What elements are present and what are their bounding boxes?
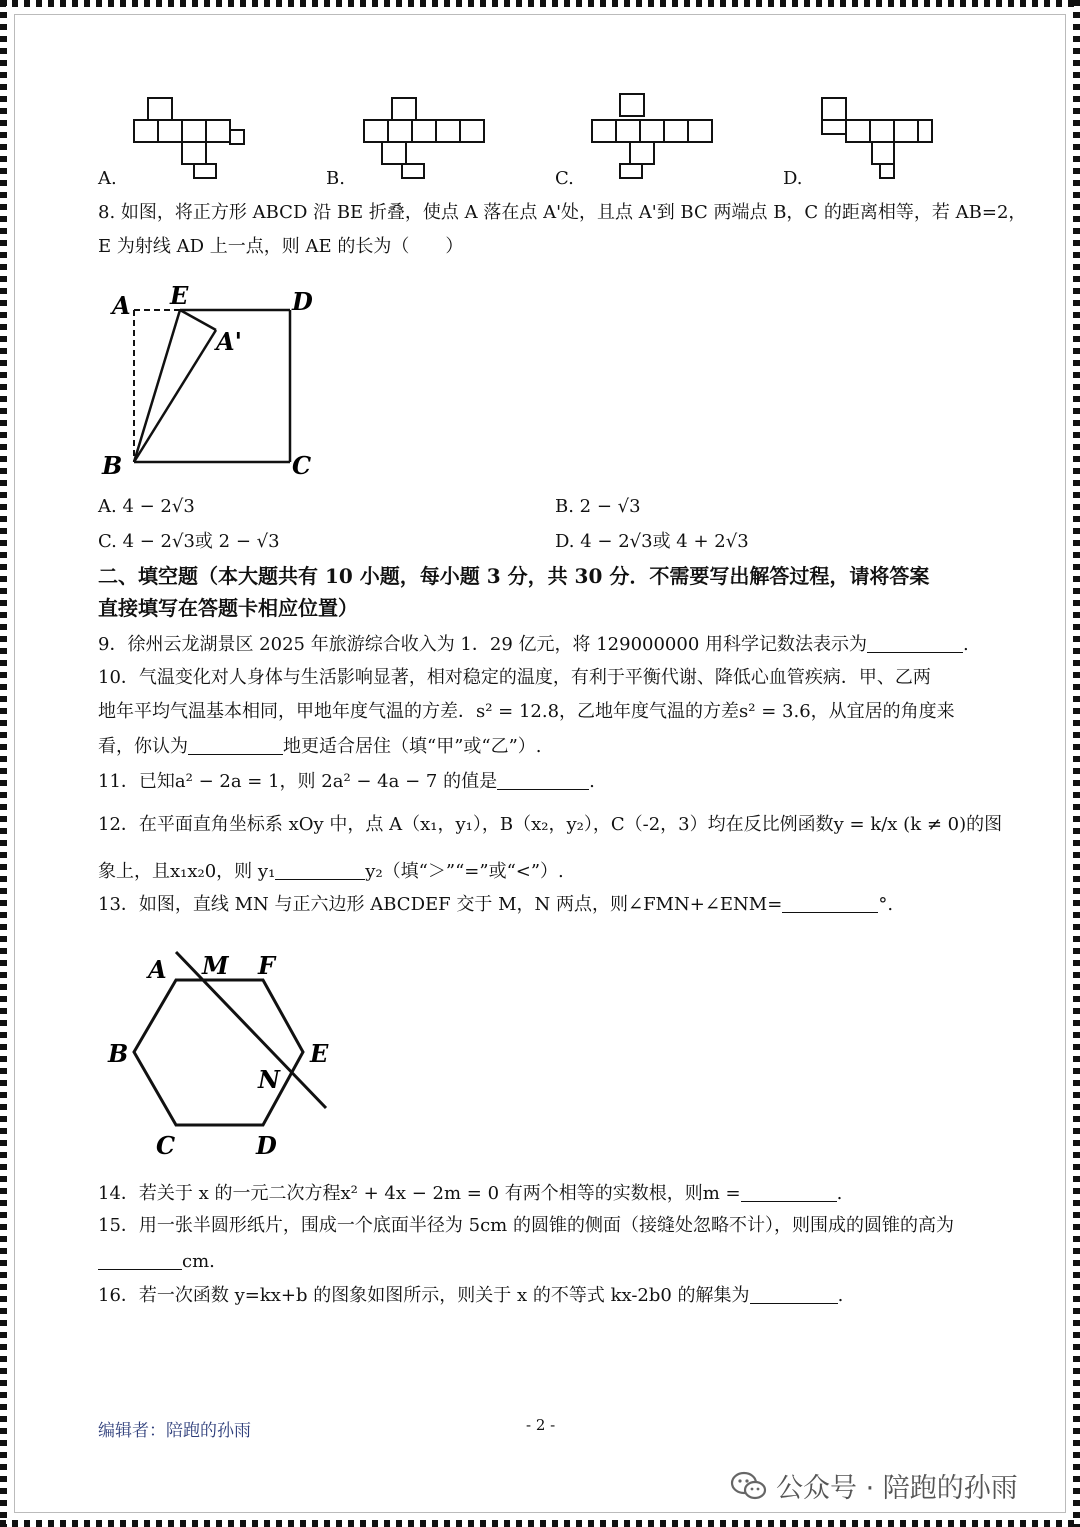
q13-text-post: °. bbox=[878, 894, 894, 915]
q8-option-c: C. 4 − 2√3或 2 − √3 bbox=[98, 531, 280, 552]
q16-text-post: . bbox=[837, 1285, 844, 1306]
q7-option-a: A. bbox=[98, 168, 117, 189]
net-c bbox=[592, 94, 712, 178]
q8-label-a-prime: A' bbox=[216, 327, 242, 356]
q11-text-pre: 11．已知a² − 2a = 1，则 2a² − 4a − 7 的值是 bbox=[98, 771, 498, 792]
q7-option-c: C. bbox=[555, 168, 574, 189]
q15-text-line1: 15．用一张半圆形纸片，围成一个底面半径为 5cm 的圆锥的侧面（接缝处忽略不计），则围成的圆锥的高为 bbox=[98, 1215, 954, 1236]
net-a bbox=[134, 98, 244, 178]
q7-option-d: D. bbox=[783, 168, 803, 189]
q13-label-b: B bbox=[108, 1039, 129, 1068]
q13-label-c: C bbox=[156, 1131, 176, 1160]
q9-text-post: . bbox=[963, 634, 969, 655]
q16-text bbox=[98, 1285, 843, 1305]
watermark-text: 公众号 · 陪跑的孙雨 bbox=[776, 1473, 1018, 1504]
q10-text-line3 bbox=[98, 736, 542, 756]
q13-label-d: D bbox=[256, 1131, 277, 1160]
net-b bbox=[364, 98, 484, 178]
q14-answer-blank bbox=[741, 1183, 837, 1202]
q13-label-m: M bbox=[202, 951, 229, 980]
q14-text-pre: 14．若关于 x 的一元二次方程x² + 4x − 2m = 0 有两个相等的实数根，则m = bbox=[98, 1183, 741, 1204]
q9-text-pre: 9．徐州云龙湖景区 2025 年旅游综合收入为 1．29 亿元，将 129000000 用科学记数法表示为 bbox=[98, 634, 868, 655]
border-right bbox=[1073, 0, 1080, 1527]
section2-heading-line2: 直接填写在答题卡相应位置） bbox=[98, 596, 358, 620]
q15-answer-blank bbox=[98, 1251, 182, 1270]
q8-text-line1: 8. 如图，将正方形 ABCD 沿 BE 折叠，使点 A 落在点 A'处，且点 A'到 BC 两端点 B，C 的距离相等，若 AB=2， bbox=[98, 202, 1027, 223]
q13-text bbox=[98, 894, 893, 914]
q13-answer-blank bbox=[782, 894, 878, 913]
q14-text bbox=[98, 1183, 842, 1203]
section2-heading-line1: 二、填空题（本大题共有 10 小题，每小题 3 分，共 30 分．不需要写出解答过程，请将答案 bbox=[98, 564, 930, 588]
q13-label-f: F bbox=[258, 951, 276, 980]
q12-text-line1: 12．在平面直角坐标系 xOy 中，点 A（x₁，y₁），B（x₂，y₂），C（-2，3）均在反比例函数y = k/x (k ≠ 0)的图 bbox=[98, 814, 1003, 835]
q8-label-d: D bbox=[292, 287, 313, 316]
q11-text-post: . bbox=[589, 771, 595, 792]
q8-label-e: E bbox=[170, 281, 189, 310]
q15-text-line2 bbox=[98, 1251, 215, 1271]
q11-text bbox=[98, 771, 595, 791]
q13-label-n: N bbox=[258, 1065, 280, 1094]
q13-text-pre: 13．如图，直线 MN 与正六边形 ABCDEF 交于 M，N 两点，则∠FMN+∠ENM= bbox=[98, 894, 783, 915]
q10-text-post: 地更适合居住（填“甲”或“乙”）. bbox=[283, 736, 542, 757]
q12-answer-blank bbox=[275, 861, 365, 880]
net-d bbox=[822, 98, 932, 178]
q8-option-a: A. 4 − 2√3 bbox=[98, 496, 195, 517]
q13-label-e: E bbox=[310, 1039, 329, 1068]
q13-figure bbox=[98, 940, 348, 1165]
q13-label-a: A bbox=[148, 955, 167, 984]
q7-option-b: B. bbox=[326, 168, 345, 189]
watermark bbox=[730, 1466, 1018, 1505]
q10-answer-blank bbox=[188, 736, 283, 755]
q15-text-post: cm. bbox=[182, 1251, 215, 1272]
border-left bbox=[0, 0, 7, 1527]
footer-editor: 编辑者：陪跑的孙雨 bbox=[98, 1421, 251, 1441]
q8-label-c: C bbox=[292, 451, 312, 480]
q10-text-line1: 10．气温变化对人身体与生活影响显著，相对稳定的温度，有利于平衡代谢、降低心血管疾病．甲、乙两 bbox=[98, 667, 931, 688]
q16-answer-blank bbox=[750, 1285, 838, 1304]
page-number: - 2 - bbox=[526, 1416, 556, 1434]
q8-option-d: D. 4 − 2√3或 4 + 2√3 bbox=[555, 531, 749, 552]
q8-label-b: B bbox=[102, 451, 123, 480]
q9-answer-blank bbox=[867, 634, 963, 653]
q10-text-pre: 看，你认为 bbox=[98, 736, 188, 757]
wechat-icon bbox=[730, 1471, 768, 1501]
q12-text-pre: 象上，且x₁x₂0，则 y₁ bbox=[98, 861, 276, 882]
q9-text bbox=[98, 634, 969, 654]
q10-text-line2: 地年平均气温基本相同，甲地年度气温的方差．s² = 12.8，乙地年度气温的方差s² = 3.6，从宜居的角度来 bbox=[98, 701, 955, 722]
q11-answer-blank bbox=[497, 771, 589, 790]
q14-text-post: . bbox=[836, 1183, 843, 1204]
q12-text-line2 bbox=[98, 861, 564, 881]
border-bottom bbox=[0, 1520, 1080, 1527]
border-top bbox=[0, 0, 1080, 7]
q8-figure bbox=[98, 280, 328, 480]
q16-text-pre: 16．若一次函数 y=kx+b 的图象如图所示，则关于 x 的不等式 kx-2b0 的解集为 bbox=[98, 1285, 750, 1306]
q7-net-figures bbox=[120, 90, 950, 190]
q8-option-b: B. 2 − √3 bbox=[555, 496, 641, 517]
q8-label-a: A bbox=[112, 291, 131, 320]
q8-text-line2: E 为射线 AD 上一点，则 AE 的长为（ ） bbox=[98, 236, 464, 257]
q12-text-post: y₂（填“＞”“=”或“<”）. bbox=[365, 861, 564, 882]
